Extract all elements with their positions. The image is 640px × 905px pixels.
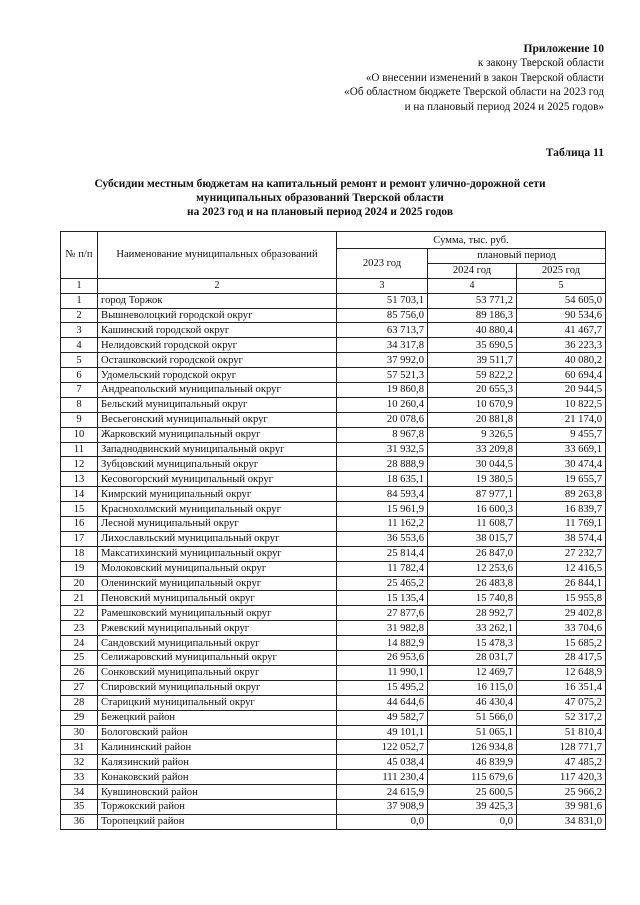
row-number: 19 [61,561,98,576]
table-row [61,517,606,532]
municipality-name: Оленинский муниципальный округ [98,576,337,591]
amount-2025: 27 232,7 [517,546,606,561]
amount-2023: 24 615,9 [337,785,428,800]
amount-2023: 18 635,1 [337,472,428,487]
amount-2023: 14 882,9 [337,636,428,651]
municipality-name: Нелидовский городской округ [98,338,337,353]
table-row [61,412,606,427]
row-number: 26 [61,665,98,680]
amount-2025: 10 822,5 [517,397,606,412]
municipality-name: Молоковский муниципальный округ [98,561,337,576]
amount-2025: 89 263,8 [517,487,606,502]
municipality-name: Старицкий муниципальный округ [98,695,337,710]
row-number: 21 [61,591,98,606]
amount-2025: 25 966,2 [517,785,606,800]
municipality-name: Удомельский городской округ [98,368,337,383]
column-index: 4 [428,278,517,293]
row-number: 6 [61,368,98,383]
municipality-name: Селижаровский муниципальный округ [98,651,337,666]
appendix-line: «Об областном бюджете Тверской области на 2023 год [344,86,604,99]
amount-2025: 12 416,5 [517,561,606,576]
amount-2025: 15 955,8 [517,591,606,606]
table-row [61,353,606,368]
header-plan-period: плановый период [428,249,606,264]
table-row [61,636,606,651]
municipality-name: Торопецкий район [98,814,337,829]
amount-2024: 33 209,8 [428,442,517,457]
municipality-name: Жарковский муниципальный округ [98,427,337,442]
header-name: Наименование муниципальных образований [98,232,337,279]
amount-2024: 53 771,2 [428,293,517,308]
amount-2023: 28 888,9 [337,457,428,472]
table-row [61,442,606,457]
appendix-line: и на плановый период 2024 и 2025 годов» [404,100,604,113]
municipality-name: Максатихинский муниципальный округ [98,546,337,561]
amount-2024: 28 031,7 [428,651,517,666]
amount-2023: 11 990,1 [337,665,428,680]
amount-2024: 51 566,0 [428,710,517,725]
table-body [61,293,606,829]
amount-2023: 84 593,4 [337,487,428,502]
municipality-name: Лихославльский муниципальный округ [98,531,337,546]
municipality-name: Сонковский муниципальный округ [98,665,337,680]
municipality-name: Бологовский район [98,725,337,740]
table-row [61,383,606,398]
table-row [61,740,606,755]
amount-2025: 16 839,7 [517,502,606,517]
amount-2023: 36 553,6 [337,531,428,546]
title-line: Субсидии местным бюджетам на капитальный ремонт и ремонт улично-дорожной сети [94,178,546,190]
amount-2025: 11 769,1 [517,517,606,532]
amount-2023: 20 078,6 [337,412,428,427]
municipality-name: Весьегонский муниципальный округ [98,412,337,427]
amount-2024: 19 380,5 [428,472,517,487]
amount-2023: 19 860,8 [337,383,428,398]
amount-2023: 57 521,3 [337,368,428,383]
amount-2023: 15 135,4 [337,591,428,606]
municipality-name: Спировский муниципальный округ [98,680,337,695]
amount-2023: 45 038,4 [337,755,428,770]
row-number: 28 [61,695,98,710]
amount-2024: 25 600,5 [428,785,517,800]
amount-2025: 30 474,4 [517,457,606,472]
amount-2025: 54 605,0 [517,293,606,308]
amount-2025: 39 981,6 [517,799,606,814]
amount-2024: 15 478,3 [428,636,517,651]
row-number: 10 [61,427,98,442]
municipality-name: город Торжок [98,293,337,308]
amount-2023: 63 713,7 [337,323,428,338]
amount-2023: 15 495,2 [337,680,428,695]
table-label: Таблица 11 [545,146,604,159]
municipality-name: Калининский район [98,740,337,755]
amount-2024: 59 822,2 [428,368,517,383]
municipality-name: Конаковский район [98,770,337,785]
municipality-name: Кувшиновский район [98,785,337,800]
amount-2024: 16 600,3 [428,502,517,517]
table-row [61,368,606,383]
amount-2023: 26 953,6 [337,651,428,666]
table-row [61,502,606,517]
row-number: 20 [61,576,98,591]
table-row [61,755,606,770]
amount-2025: 16 351,4 [517,680,606,695]
row-number: 14 [61,487,98,502]
amount-2025: 51 810,4 [517,725,606,740]
amount-2023: 51 703,1 [337,293,428,308]
table-row [61,338,606,353]
municipality-name: Рамешковский муниципальный округ [98,606,337,621]
amount-2024: 33 262,1 [428,621,517,636]
amount-2024: 12 469,7 [428,665,517,680]
amount-2025: 128 771,7 [517,740,606,755]
municipality-name: Осташковский городской округ [98,353,337,368]
row-number: 17 [61,531,98,546]
amount-2024: 26 847,0 [428,546,517,561]
municipality-name: Ржевский муниципальный округ [98,621,337,636]
table-row [61,725,606,740]
amount-2024: 87 977,1 [428,487,517,502]
amount-2024: 0,0 [428,814,517,829]
row-number: 16 [61,517,98,532]
amount-2025: 19 655,7 [517,472,606,487]
title-line: на 2023 год и на плановый период 2024 и 2025 годов [187,206,453,218]
amount-2023: 31 982,8 [337,621,428,636]
table-row [61,799,606,814]
amount-2024: 15 740,8 [428,591,517,606]
row-number: 1 [61,293,98,308]
row-number: 7 [61,383,98,398]
amount-2025: 41 467,7 [517,323,606,338]
row-number: 25 [61,651,98,666]
amount-2023: 11 162,2 [337,517,428,532]
amount-2023: 10 260,4 [337,397,428,412]
amount-2025: 47 075,2 [517,695,606,710]
municipality-name: Вышневолоцкий городской округ [98,308,337,323]
amount-2023: 25 814,4 [337,546,428,561]
appendix-title: Приложение 10 [523,42,604,55]
amount-2024: 12 253,6 [428,561,517,576]
appendix-line: к закону Тверской области [477,57,604,70]
amount-2023: 8 967,8 [337,427,428,442]
row-number: 22 [61,606,98,621]
amount-2023: 85 756,0 [337,308,428,323]
row-number: 9 [61,412,98,427]
row-number: 30 [61,725,98,740]
table-row [61,591,606,606]
municipality-name: Краснохолмский муниципальный округ [98,502,337,517]
row-number: 32 [61,755,98,770]
amount-2023: 49 582,7 [337,710,428,725]
amount-2024: 9 326,5 [428,427,517,442]
amount-2024: 10 670,9 [428,397,517,412]
amount-2023: 49 101,1 [337,725,428,740]
table-row [61,457,606,472]
municipality-name: Бельский муниципальный округ [98,397,337,412]
subsidy-table [60,231,606,830]
table-row [61,531,606,546]
amount-2024: 35 690,5 [428,338,517,353]
row-number: 3 [61,323,98,338]
amount-2024: 20 655,3 [428,383,517,398]
table-row [61,293,606,308]
amount-2023: 15 961,9 [337,502,428,517]
table-row [61,546,606,561]
row-number: 23 [61,621,98,636]
amount-2024: 51 065,1 [428,725,517,740]
amount-2025: 33 704,6 [517,621,606,636]
table-row [61,621,606,636]
amount-2023: 31 932,5 [337,442,428,457]
amount-2025: 38 574,4 [517,531,606,546]
header-2023: 2023 год [337,249,428,279]
amount-2025: 60 694,4 [517,368,606,383]
amount-2023: 44 644,6 [337,695,428,710]
amount-2025: 90 534,6 [517,308,606,323]
amount-2025: 36 223,3 [517,338,606,353]
header-2025: 2025 год [517,263,606,278]
amount-2023: 0,0 [337,814,428,829]
amount-2024: 28 992,7 [428,606,517,621]
table-row [61,427,606,442]
amount-2023: 37 992,0 [337,353,428,368]
amount-2025: 47 485,2 [517,755,606,770]
municipality-name: Калязинский район [98,755,337,770]
municipality-name: Сандовский муниципальный округ [98,636,337,651]
table-row [61,561,606,576]
amount-2025: 9 455,7 [517,427,606,442]
row-number: 36 [61,814,98,829]
municipality-name: Кашинский городской округ [98,323,337,338]
column-index: 3 [337,278,428,293]
table-row [61,308,606,323]
table-row [61,770,606,785]
amount-2025: 29 402,8 [517,606,606,621]
municipality-name: Андреапольский муниципальный округ [98,383,337,398]
amount-2024: 46 839,9 [428,755,517,770]
municipality-name: Кимрский муниципальный округ [98,487,337,502]
amount-2024: 30 044,5 [428,457,517,472]
table-row [61,397,606,412]
table-row [61,487,606,502]
amount-2025: 12 648,9 [517,665,606,680]
title-line: муниципальных образований Тверской области [196,192,444,204]
municipality-name: Зубцовский муниципальный округ [98,457,337,472]
amount-2025: 20 944,5 [517,383,606,398]
row-number: 2 [61,308,98,323]
amount-2025: 117 420,3 [517,770,606,785]
table-row [61,785,606,800]
appendix-block [344,42,604,114]
amount-2024: 46 430,4 [428,695,517,710]
row-number: 27 [61,680,98,695]
municipality-name: Торжокский район [98,799,337,814]
amount-2025: 26 844,1 [517,576,606,591]
table-row [61,710,606,725]
table-row [61,665,606,680]
row-number: 29 [61,710,98,725]
header-num: № п/п [61,232,98,279]
amount-2023: 27 877,6 [337,606,428,621]
row-number: 8 [61,397,98,412]
column-index: 1 [61,278,98,293]
amount-2024: 16 115,0 [428,680,517,695]
amount-2024: 115 679,6 [428,770,517,785]
municipality-name: Лесной муниципальный округ [98,517,337,532]
document-title [60,177,580,219]
column-index: 2 [98,278,337,293]
amount-2025: 52 317,2 [517,710,606,725]
row-number: 15 [61,502,98,517]
amount-2024: 89 186,3 [428,308,517,323]
amount-2023: 34 317,8 [337,338,428,353]
municipality-name: Кесовогорский муниципальный округ [98,472,337,487]
table-row [61,695,606,710]
column-index: 5 [517,278,606,293]
amount-2025: 21 174,0 [517,412,606,427]
header-sum: Сумма, тыс. руб. [337,232,606,249]
row-number: 24 [61,636,98,651]
amount-2025: 33 669,1 [517,442,606,457]
row-number: 4 [61,338,98,353]
amount-2024: 126 934,8 [428,740,517,755]
table-row [61,814,606,829]
column-index-row [61,278,606,293]
amount-2023: 11 782,4 [337,561,428,576]
row-number: 35 [61,799,98,814]
amount-2023: 37 908,9 [337,799,428,814]
table-row [61,576,606,591]
amount-2024: 38 015,7 [428,531,517,546]
amount-2024: 40 880,4 [428,323,517,338]
amount-2025: 40 080,2 [517,353,606,368]
municipality-name: Западнодвинский муниципальный округ [98,442,337,457]
amount-2023: 25 465,2 [337,576,428,591]
table-row [61,472,606,487]
amount-2024: 11 608,7 [428,517,517,532]
row-number: 34 [61,785,98,800]
amount-2024: 39 511,7 [428,353,517,368]
amount-2024: 26 483,8 [428,576,517,591]
row-number: 13 [61,472,98,487]
row-number: 33 [61,770,98,785]
amount-2024: 39 425,3 [428,799,517,814]
appendix-line: «О внесении изменений в закон Тверской области [365,71,604,84]
table-row [61,651,606,666]
table-row [61,680,606,695]
row-number: 18 [61,546,98,561]
row-number: 12 [61,457,98,472]
amount-2025: 28 417,5 [517,651,606,666]
amount-2025: 34 831,0 [517,814,606,829]
row-number: 11 [61,442,98,457]
table-row [61,323,606,338]
municipality-name: Бежецкий район [98,710,337,725]
amount-2023: 111 230,4 [337,770,428,785]
amount-2024: 20 881,8 [428,412,517,427]
header-2024: 2024 год [428,263,517,278]
amount-2023: 122 052,7 [337,740,428,755]
municipality-name: Пеновский муниципальный округ [98,591,337,606]
row-number: 31 [61,740,98,755]
amount-2025: 15 685,2 [517,636,606,651]
row-number: 5 [61,353,98,368]
table-row [61,606,606,621]
